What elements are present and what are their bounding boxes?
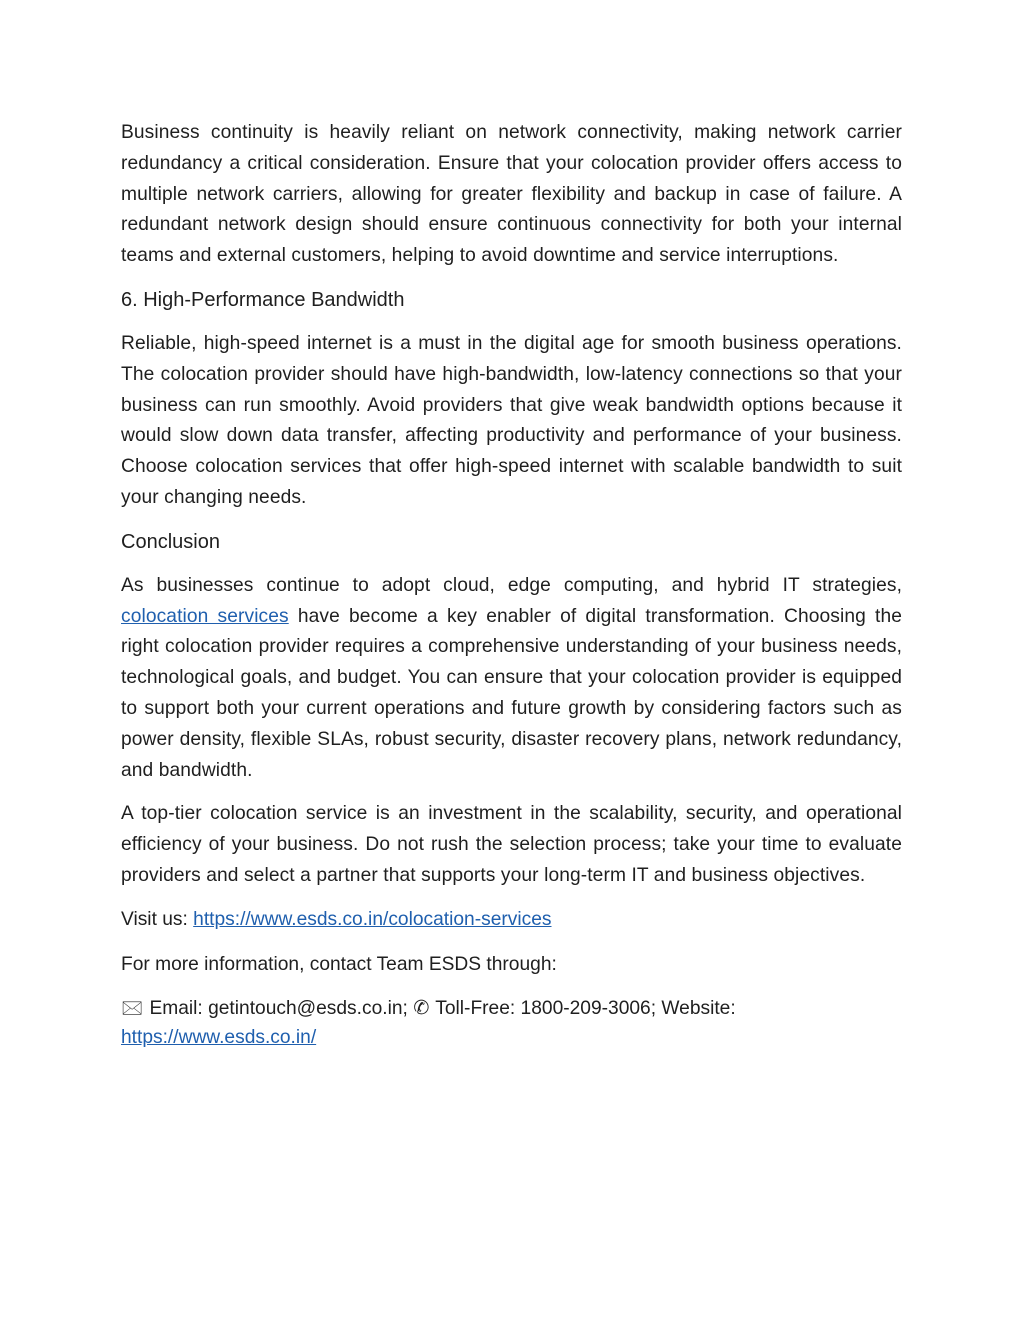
colocation-services-url-link[interactable]: https://www.esds.co.in/colocation-services <box>193 908 552 930</box>
conclusion-p1-start: As businesses continue to adopt cloud, edge computing, and hybrid IT strategies, <box>121 574 902 596</box>
network-redundancy-paragraph: Business continuity is heavily reliant on network connectivity, making network carrier redundancy a critical consideration. Ensure that your colocation provider offers access to multiple network carriers, allowing for greater flexibility and backup in case of failure. A redundant network design should ensure continuous connectivity for both your internal teams and external customers, helping to avoid downtime and service interruptions. <box>121 122 902 267</box>
conclusion-p1-end: have become a key enabler of digital transformation. Choosing the right colocation provider requires a comprehensive understanding of your business needs, technological goals, and budget. You can ensure that your colocation provider is equipped to support both your current operations and future growth by considering factors such as power density, flexible SLAs, robust security, disaster recovery plans, network redundancy, and bandwidth. <box>121 605 902 781</box>
envelope-icon: 🖂 <box>121 998 144 1020</box>
conclusion-heading: Conclusion <box>121 530 220 553</box>
bandwidth-heading: 6. High-Performance Bandwidth <box>121 288 405 311</box>
contact-intro: For more information, contact Team ESDS through: <box>121 953 557 975</box>
document-page <box>121 118 902 1052</box>
visit-us-label: Visit us: <box>121 908 188 930</box>
conclusion-paragraph-1 <box>121 571 902 787</box>
toll-free-text: Toll-Free: 1800-209-3006; Website: <box>435 998 736 1020</box>
contact-details <box>121 994 902 1052</box>
email-text: Email: getintouch@esds.co.in; <box>149 998 408 1020</box>
conclusion-paragraph-2: A top-tier colocation service is an investment in the scalability, security, and operational efficiency of your business. Do not rush the selection process; take your time to evaluate providers and select a partner that supports your long-term IT and business objectives. <box>121 803 902 886</box>
bandwidth-paragraph: Reliable, high-speed internet is a must in the digital age for smooth business operations. The colocation provider should have high-bandwidth, low-latency connections so that your business can run smoothly. Avoid providers that give weak bandwidth options because it would slow down data transfer, affecting productivity and performance of your business. Choose colocation services that offer high-speed internet with scalable bandwidth to suit your changing needs. <box>121 332 902 508</box>
visit-us-line <box>121 905 902 936</box>
colocation-services-link[interactable]: colocation services <box>121 605 289 627</box>
phone-icon: ✆ <box>413 998 430 1020</box>
website-link[interactable]: https://www.esds.co.in/ <box>121 1027 317 1049</box>
